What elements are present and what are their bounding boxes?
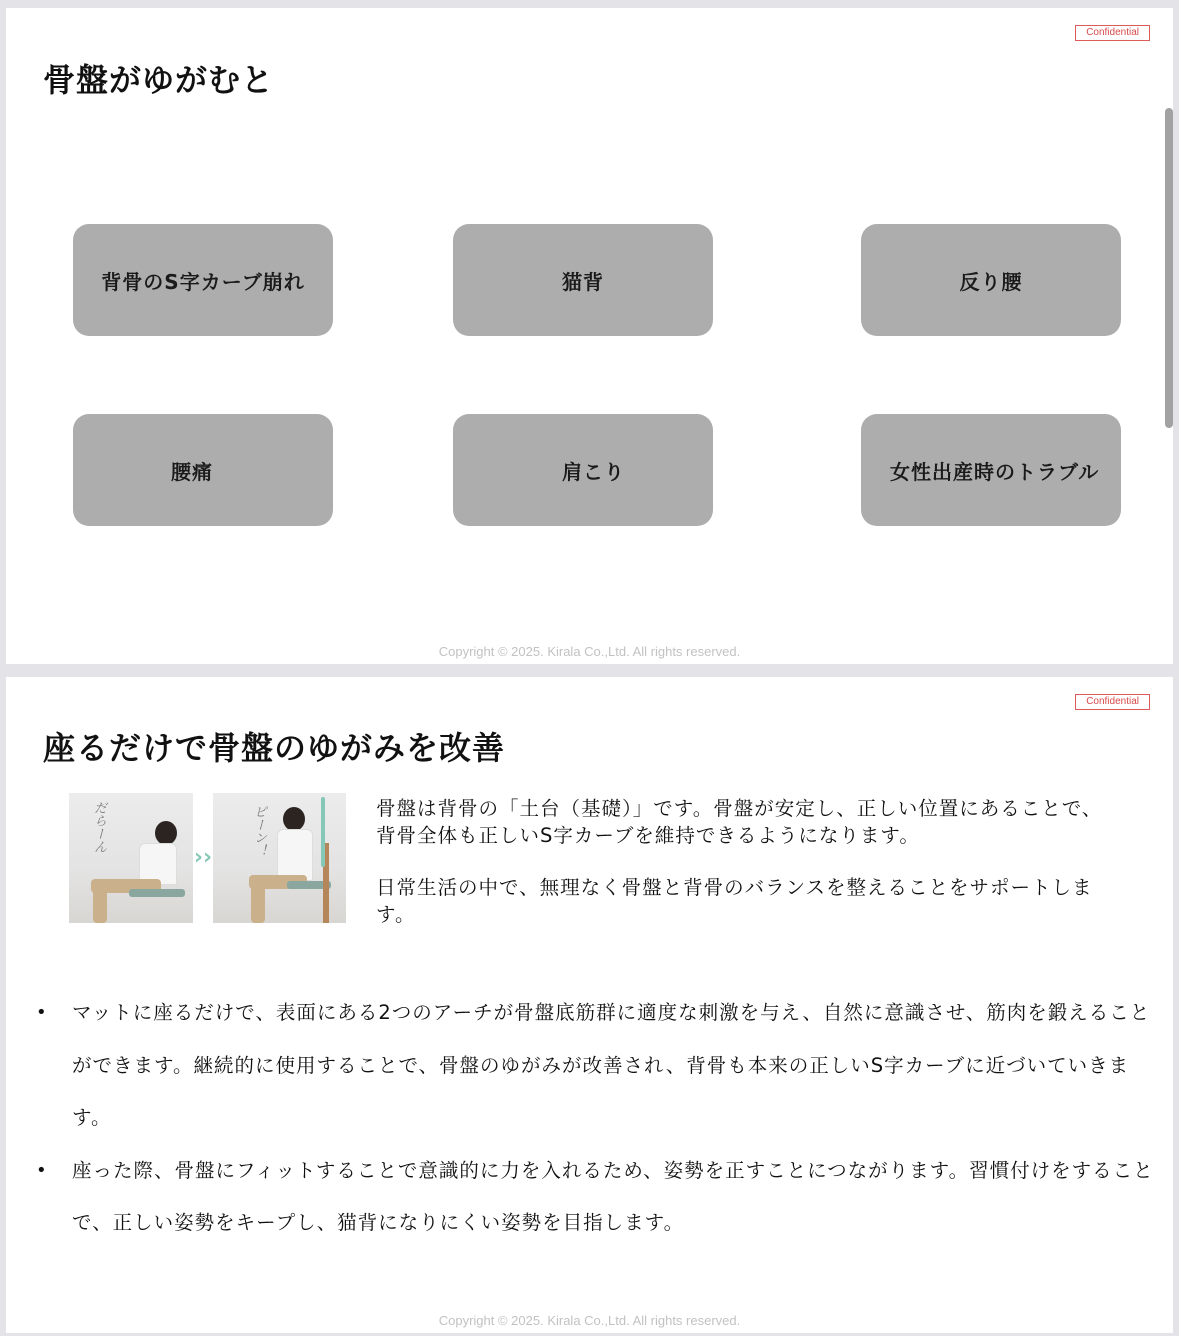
slide-title: 座るだけで骨盤のゆがみを改善 [43, 729, 506, 767]
bullet-icon: • [36, 1002, 48, 1023]
copyright-footer: Copyright © 2025. Kirala Co.,Ltd. All rights reserved. [438, 644, 741, 659]
person-lower-legs [251, 885, 265, 923]
list-item [36, 1145, 1164, 1250]
slide-pelvis-improvement [6, 677, 1173, 1333]
bullet-icon: • [36, 1159, 48, 1181]
symptom-label: 猫背 [562, 269, 604, 294]
symptom-label: 腰痛 [171, 459, 213, 484]
upward-arrow-icon [321, 797, 325, 867]
vertical-scrollbar[interactable] [1165, 108, 1173, 428]
intro-paragraph: 骨盤は背骨の「土台（基礎）」です。骨盤が安定し、正しい位置にあることで、背骨全体も正しいS字カーブを維持できるようになります。 [376, 797, 1103, 847]
chair-seat [129, 889, 185, 897]
symptom-box-stiff-shoulders [453, 414, 713, 526]
photo-caption-slouch: だらーん [91, 801, 106, 853]
copyright-footer: Copyright © 2025. Kirala Co.,Ltd. All rights reserved. [438, 1313, 741, 1328]
confidential-badge: Confidential [1075, 694, 1150, 710]
upright-posture-photo [213, 793, 346, 923]
symptom-label: 肩こり [562, 459, 625, 484]
slouched-posture-photo [69, 793, 193, 923]
slide-pelvis-distortion [6, 8, 1173, 664]
person-torso [277, 829, 313, 881]
person-lower-legs [93, 889, 107, 923]
symptom-label: 背骨のS字カーブ崩れ [101, 269, 305, 294]
intro-text [376, 795, 1106, 953]
posture-comparison-photo [69, 793, 346, 923]
symptom-box-s-curve [73, 224, 333, 336]
confidential-badge: Confidential [1075, 25, 1150, 41]
list-item [36, 987, 1164, 1145]
symptom-box-childbirth [861, 414, 1121, 526]
symptom-label: 反り腰 [959, 269, 1023, 294]
symptom-box-back-pain [73, 414, 333, 526]
slide-title: 骨盤がゆがむと [43, 61, 275, 99]
symptom-label: 女性出産時のトラブル [890, 459, 1100, 484]
symptom-box-swayback [861, 224, 1121, 336]
photo-caption-upright: ピーン！ [251, 805, 266, 857]
list-item-text: 座った際、骨盤にフィットすることで意識的に力を入れるため、姿勢を正すことにつながります。習慣付けをすることで、正しい姿勢をキープし、猫背になりにくい姿勢を目指します。 [72, 1158, 1154, 1234]
benefit-list [36, 987, 1164, 1250]
person-head [283, 807, 305, 831]
person-head [155, 821, 177, 845]
list-item-text: マットに座るだけで、表面にある2つのアーチが骨盤底筋群に適度な刺激を与え、自然に意識させ、筋肉を鍛えることができます。継続的に使用することで、骨盤のゆがみが改善され、背骨も本来の正しいS字カーブに近づいていきます。 [72, 1001, 1151, 1129]
symptom-box-hunchback [453, 224, 713, 336]
chevron-right-icon: ›› [193, 845, 213, 870]
intro-paragraph: 日常生活の中で、無理なく骨盤と背骨のバランスを整えることをサポートします。 [376, 876, 1093, 926]
